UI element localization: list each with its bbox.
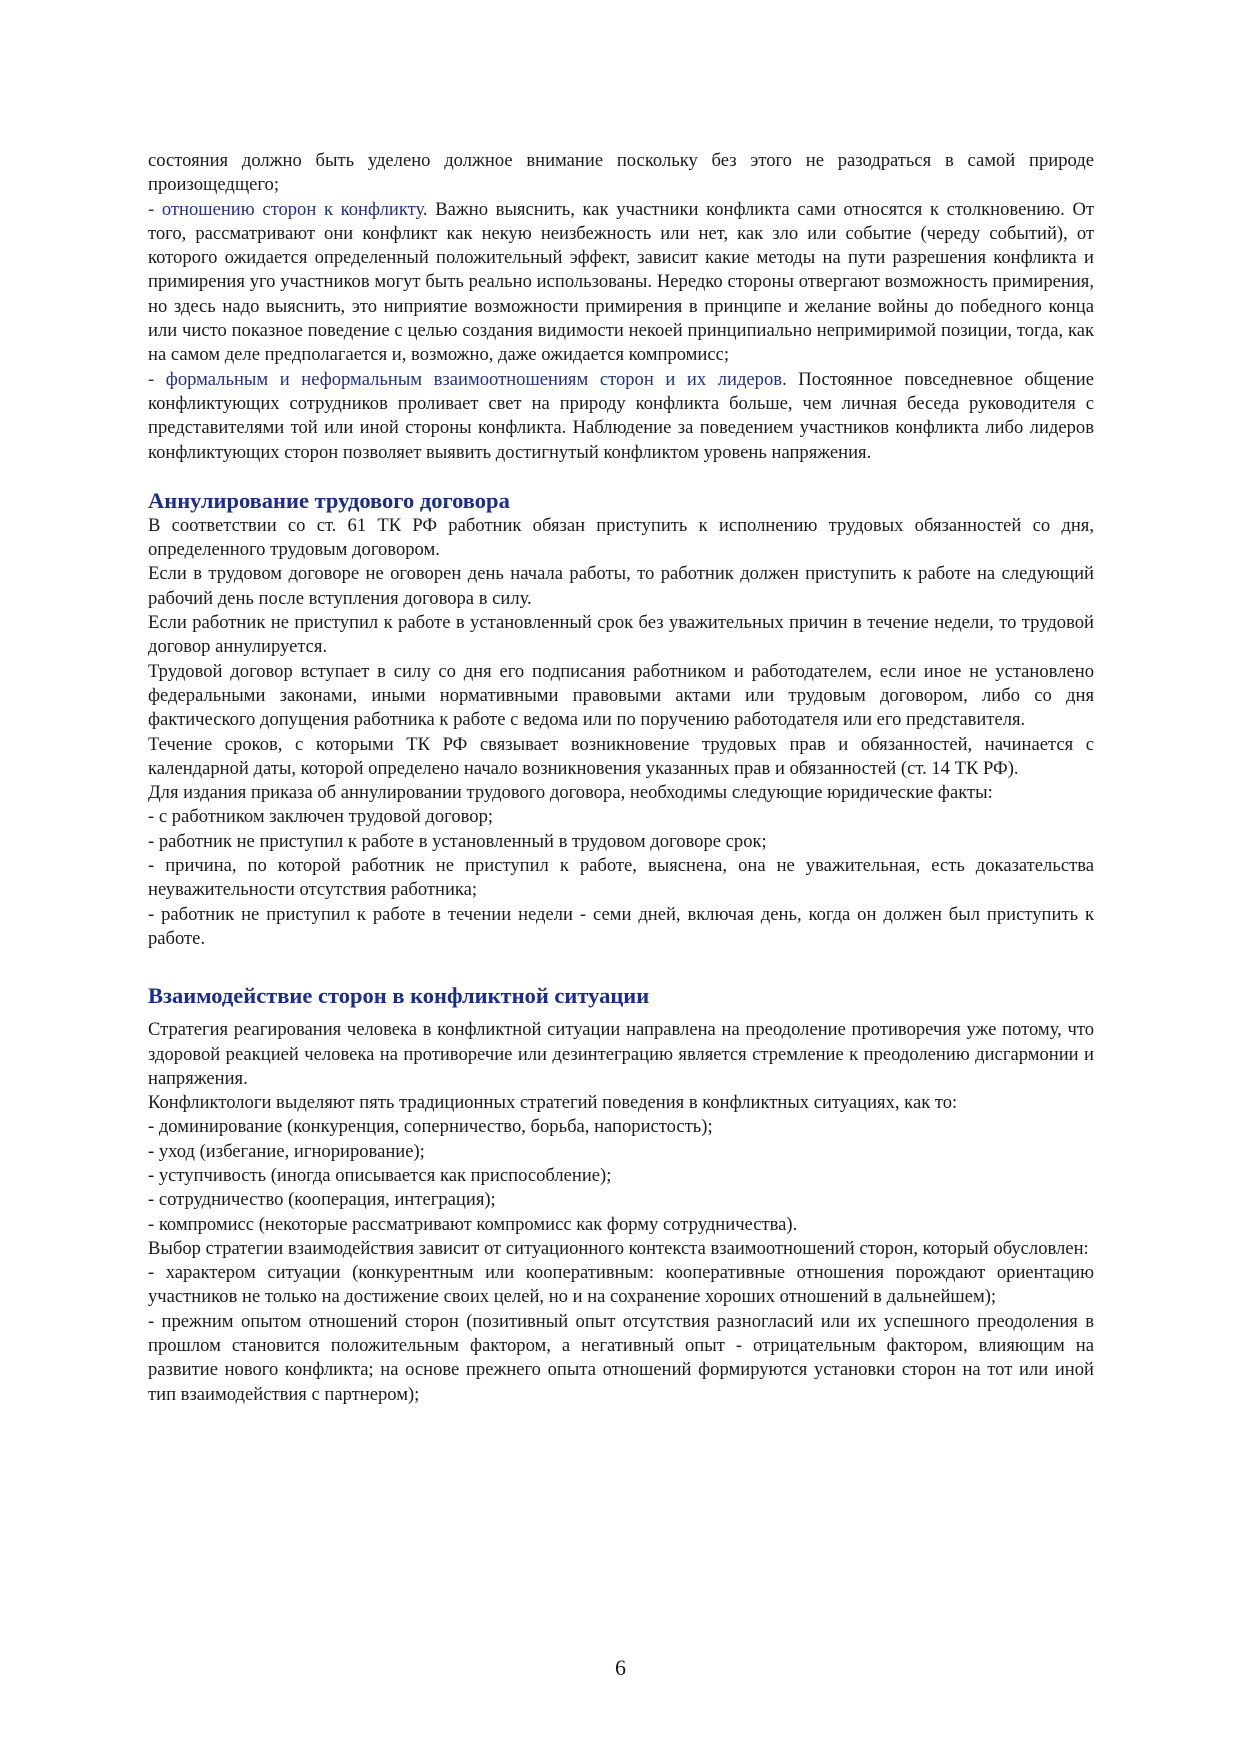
highlighted-phrase: - отношению сторон к конфликту (148, 198, 423, 220)
list-item: - с работником заключен трудовой договор; (148, 806, 494, 828)
page-number: 6 (615, 1655, 626, 1680)
highlighted-phrase: - формальным и неформальным взаимоотношениям сторон и их лидеров (148, 368, 783, 390)
list-item: - работник не приступил к работе в установленный в трудовом договоре срок; (148, 830, 767, 852)
section-heading: Аннулирование трудового договора (148, 487, 510, 513)
paragraph: Трудовой договор вступает в силу со дня его подписания работником и работодателем, если иное не установлено федеральными законами, иными нормативными правовыми актами или трудовым договором, либо со дня фактического допущения работника к работе с ведома или по поручению работодателя или его представителя. (148, 660, 1094, 731)
paragraph (148, 198, 1094, 368)
paragraph: Если в трудовом договоре не оговорен день начала работы, то работник должен приступить к работе на следующий рабочий день после вступления договора в силу. (148, 563, 1094, 609)
paragraph: В соответствии со ст. 61 ТК РФ работник обязан приступить к исполнению трудовых обязанностей со дня, определенного трудовым договором. (148, 514, 1094, 561)
list-item: - доминирование (конкуренция, соперничество, борьба, напористость); (148, 1116, 713, 1138)
list-item: - компромисс (некоторые рассматривают компромисс как форму сотрудничества). (148, 1213, 798, 1235)
paragraph (148, 368, 1094, 465)
paragraph-text: . Постоянное повседневное общение конфликтующих сотрудников проливает свет на природу конфликта больше, чем личная беседа руководителя с представителями той или иной стороны конфликта. Наблюдение за поведением участников конфликта либо лидеров конфликтующих сторон позволяет выявить достигнутый конфликтом уровень напряжения. (148, 368, 1094, 463)
paragraph: Если работник не приступил к работе в установленный срок без уважительных причин в течение недели, то трудовой договор аннулируется. (148, 612, 1094, 658)
paragraph: Течение сроков, с которыми ТК РФ связывает возникновение трудовых прав и обязанностей, начинается с календарной даты, которой определено начало возникновения указанных прав и обязанностей (ст. 14 ТК РФ). (148, 733, 1094, 779)
section-heading: Взаимодействие сторон в конфликтной ситуации (148, 983, 650, 1009)
list-item: - сотрудничество (кооперация, интеграция); (148, 1189, 496, 1211)
paragraph: Выбор стратегии взаимодействия зависит от ситуационного контекста взаимоотношений сторон, который обусловлен: (148, 1237, 1089, 1259)
paragraph: Стратегия реагирования человека в конфликтной ситуации направлена на преодоление противоречия уже потому, что здоровой реакцией человека на противоречие или дезинтеграцию является стремление к преодолению дисгармонии и напряжения. (148, 1019, 1094, 1089)
list-item: - уход (избегание, игнорирование); (148, 1140, 425, 1162)
paragraph-text: . Важно выяснить, как участники конфликта сами относятся к столкновению. От того, рассматривают они конфликт как некую неизбежность или нет, как зло или событие (череду событий), от которого ожидается определенный положительный эффект, зависит какие методы на пути разрешения конфликта и примирения уго участников могут быть реально использованы. Нередко стороны отвергают возможность примирения, но здесь надо выяснить, это ниприятие возможности примирения в принципе и желание войны до победного конца или чисто показное поведение с целью создания видимости некоей принципиально непримиримой позиции, тогда, как на самом деле предполагается и, возможно, даже ожидается компромисс; (148, 198, 1094, 366)
paragraph: Конфликтологи выделяют пять традиционных стратегий поведения в конфликтных ситуациях, как то: (148, 1092, 958, 1114)
paragraph: Для издания приказа об аннулировании трудового договора, необходимы следующие юридические факты: (148, 782, 993, 804)
list-item: - работник не приступил к работе в течении недели - семи дней, включая день, когда он должен был приступить к работе. (148, 903, 1094, 949)
list-item: - прежним опытом отношений сторон (позитивный опыт отсутствия разногласий или их успешного преодоления в прошлом становится положительным фактором, а негативный опыт - отрицательным фактором, влияющим на развитие нового конфликта; на основе прежнего опыта отношений формируются установки сторон на тот или иной тип взаимодействия с партнером); (148, 1310, 1094, 1405)
paragraph: состояния должно быть уделено должное внимание поскольку без этого не разодраться в самой природе произощедщего; (148, 150, 1094, 196)
list-item: - характером ситуации (конкурентным или кооперативным: кооперативные отношения порождают ориентацию участников не только на достижение своих целей, но и на сохранение хороших отношений в дальнейшем); (148, 1262, 1094, 1308)
page-content (148, 149, 1094, 1407)
list-item: - причина, по которой работник не приступил к работе, выяснена, она не уважительная, есть доказательства неуважительности отсутствия работника; (148, 855, 1094, 901)
list-item: - уступчивость (иногда описывается как приспособление); (148, 1164, 612, 1186)
